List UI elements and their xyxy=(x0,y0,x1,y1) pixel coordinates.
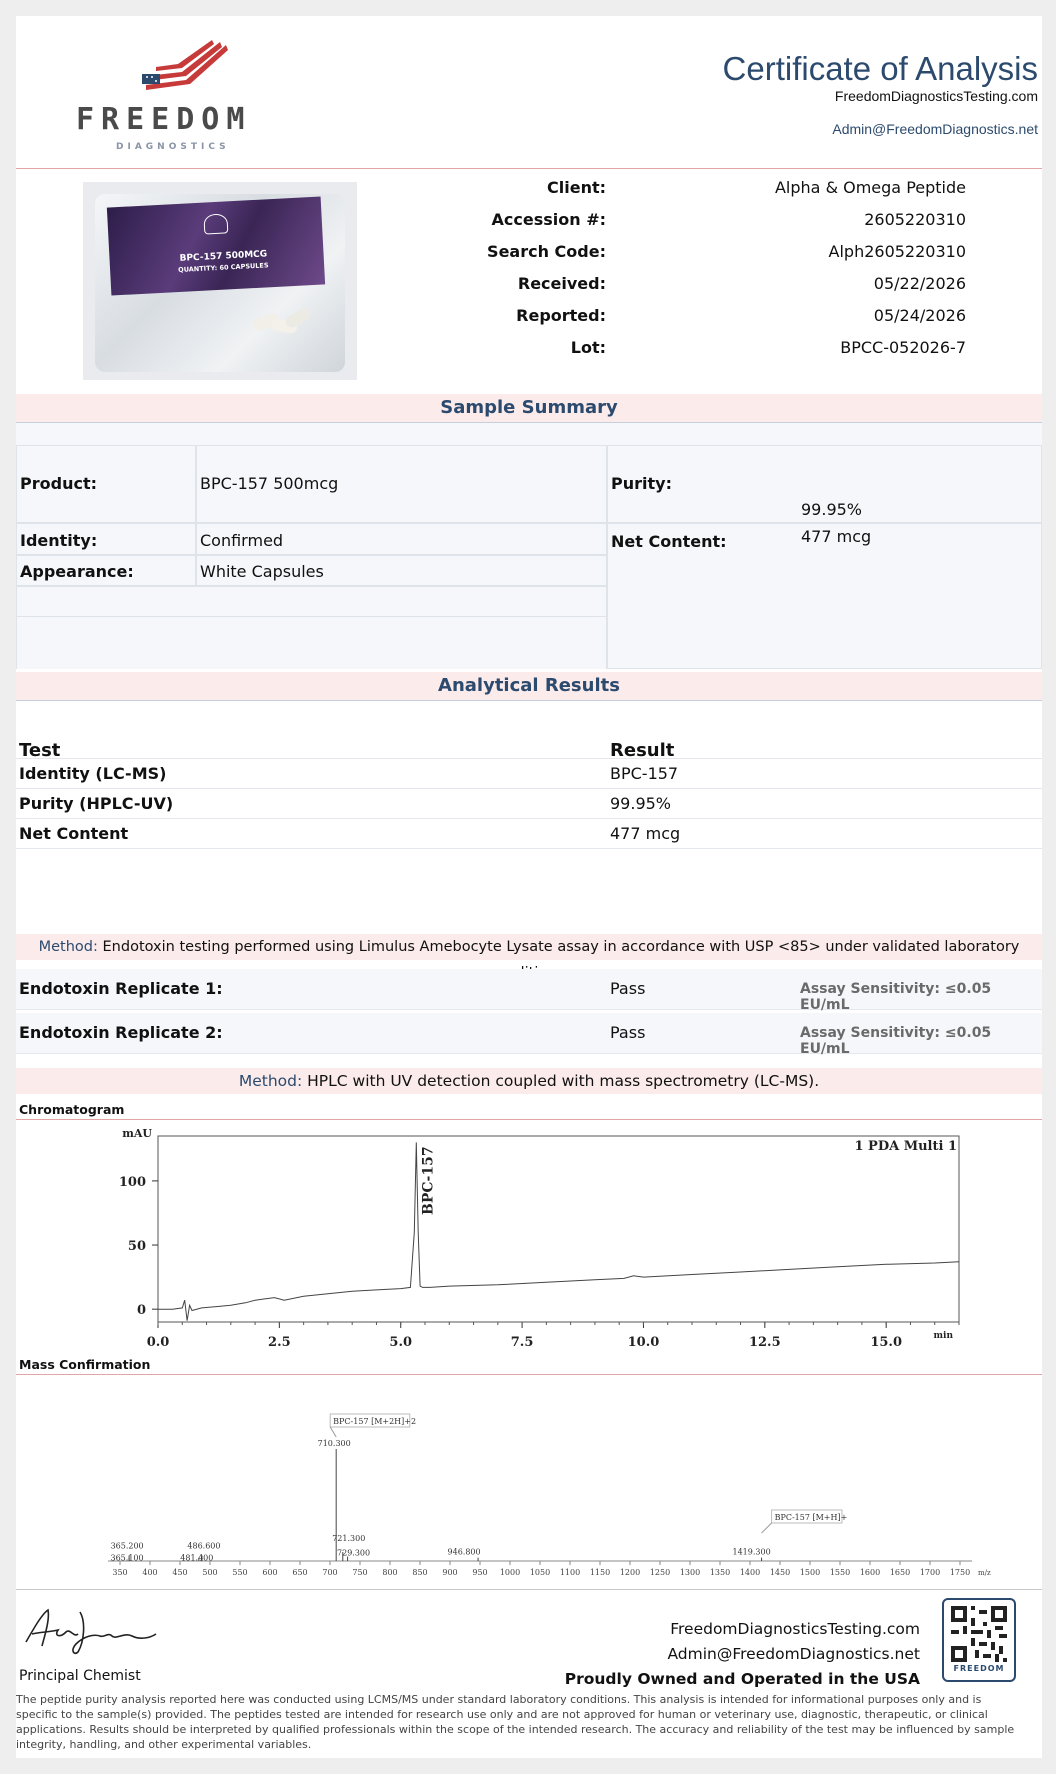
info-value: Alph2605220310 xyxy=(828,242,966,261)
peak-label: BPC-157 xyxy=(420,1146,437,1215)
results-table xyxy=(16,728,1042,858)
mass-x-tick-label: 1200 xyxy=(619,1568,641,1577)
mass-x-tick-label: 950 xyxy=(472,1568,488,1577)
endotoxin-name: Endotoxin Replicate 1: xyxy=(19,979,223,998)
principal-chemist-role: Principal Chemist xyxy=(19,1668,141,1684)
product-label xyxy=(107,196,325,295)
annotation-leader xyxy=(330,1427,336,1437)
endotoxin-row xyxy=(16,969,1042,1013)
hplc-method-band xyxy=(16,1068,1042,1094)
empty-row-bottom xyxy=(16,617,607,669)
hplc-method-label: Method: xyxy=(238,1072,303,1090)
plot-frame xyxy=(158,1136,959,1322)
mass-peak-label: 365.200 xyxy=(110,1541,144,1551)
result-value: 477 mcg xyxy=(610,824,681,843)
mass-divider xyxy=(16,1374,1042,1375)
mass-x-tick-label: 1000 xyxy=(499,1568,521,1577)
info-label: Reported: xyxy=(516,306,606,325)
info-value: BPCC-052026-7 xyxy=(840,338,966,357)
mass-x-tick-label: 1450 xyxy=(769,1568,791,1577)
mass-x-tick-label: 1600 xyxy=(859,1568,881,1577)
summary-spacer xyxy=(16,423,1042,445)
y-tick-label: 0 xyxy=(136,1303,146,1319)
result-value: 99.95% xyxy=(610,794,672,813)
mass-spectrum-chart xyxy=(86,1411,991,1586)
product-photo xyxy=(83,182,357,380)
mass-x-tick-label: 700 xyxy=(322,1568,338,1577)
header-website: FreedomDiagnosticsTesting.com xyxy=(834,88,1038,104)
purity-field-value: 99.95% xyxy=(801,500,863,519)
x-tick-label: 0.0 xyxy=(146,1335,170,1350)
y-tick-label: 100 xyxy=(118,1174,146,1190)
product-field-label: Product: xyxy=(20,474,97,493)
product-field-value: BPC-157 500mcg xyxy=(200,474,339,493)
signature xyxy=(20,1598,160,1658)
footer-email: Admin@FreedomDiagnostics.net xyxy=(667,1645,920,1663)
freedom-logo xyxy=(56,30,256,160)
mass-x-tick-label: 550 xyxy=(232,1568,248,1577)
result-row xyxy=(16,758,1042,789)
result-value: BPC-157 xyxy=(610,764,679,783)
mass-x-tick-label: 800 xyxy=(382,1568,398,1577)
info-value: 05/22/2026 xyxy=(873,274,966,293)
footer-tagline: Proudly Owned and Operated in the USA xyxy=(564,1670,920,1688)
info-label: Lot: xyxy=(570,338,606,357)
mass-x-tick-label: 650 xyxy=(292,1568,308,1577)
info-value: Alpha & Omega Peptide xyxy=(774,178,966,197)
mass-peak-label: 710.300 xyxy=(317,1439,351,1448)
mass-peak-label: 729.300 xyxy=(337,1548,371,1558)
sample-summary-heading: Sample Summary xyxy=(16,394,1042,422)
y-axis-unit: mAU xyxy=(122,1127,152,1140)
endotoxin-result: Pass xyxy=(610,979,646,998)
mass-x-tick-label: 400 xyxy=(142,1568,158,1577)
x-axis-unit: min xyxy=(933,1331,953,1341)
identity-field-value: Confirmed xyxy=(200,531,284,550)
logo-subtitle: DIAGNOSTICS xyxy=(116,142,230,152)
legend-label: 1 PDA Multi 1 xyxy=(854,1139,957,1154)
footer-divider xyxy=(16,1589,1042,1590)
analytical-results-heading: Analytical Results xyxy=(16,672,1042,700)
product-label-quantity: QUANTITY: 60 CAPSULES xyxy=(177,261,269,275)
band-underline-2 xyxy=(16,700,1042,701)
mass-peak-label: 1419.300 xyxy=(732,1547,771,1557)
chromatogram-trace xyxy=(158,1142,959,1320)
header-email: Admin@FreedomDiagnostics.net xyxy=(832,121,1038,137)
endotoxin-result: Pass xyxy=(610,1023,646,1042)
appearance-field-value: White Capsules xyxy=(200,562,324,581)
result-row xyxy=(16,788,1042,819)
appearance-field-label: Appearance: xyxy=(20,562,134,581)
qr-code-icon xyxy=(951,1606,1007,1662)
product-value-cell xyxy=(196,445,607,523)
mass-x-tick-label: 1250 xyxy=(649,1568,671,1577)
endotoxin-sensitivity: Assay Sensitivity: ≤0.05 EU/mL xyxy=(800,981,992,1013)
info-label: Accession #: xyxy=(491,210,606,229)
mass-x-tick-label: 1550 xyxy=(829,1568,851,1577)
hplc-method-text: HPLC with UV detection coupled with mass spectrometry (LC-MS). xyxy=(307,1072,820,1090)
capsules xyxy=(253,312,313,338)
mass-confirmation-heading: Mass Confirmation xyxy=(19,1357,151,1372)
chromatogram-divider xyxy=(16,1119,1042,1120)
identity-value-cell xyxy=(196,523,607,555)
y-tick-label: 50 xyxy=(127,1239,146,1255)
identity-field-label: Identity: xyxy=(20,531,98,550)
info-value: 2605220310 xyxy=(864,210,966,229)
endotoxin-method-text: Endotoxin testing performed using Limulus Amebocyte Lysate assay in accordance with USP <85> under validated laboratory xyxy=(102,939,1020,955)
footer-website: FreedomDiagnosticsTesting.com xyxy=(670,1620,920,1638)
col-test-header: Test xyxy=(19,740,61,761)
mass-x-unit: m/z xyxy=(978,1569,991,1577)
mass-peak-label: 486.600 xyxy=(187,1541,221,1551)
mass-x-tick-label: 1400 xyxy=(739,1568,761,1577)
x-tick-label: 12.5 xyxy=(748,1335,781,1350)
result-row xyxy=(16,818,1042,849)
chromatogram-heading: Chromatogram xyxy=(19,1102,125,1117)
x-tick-label: 5.0 xyxy=(389,1335,413,1350)
x-tick-label: 2.5 xyxy=(268,1335,291,1350)
info-label: Search Code: xyxy=(487,242,606,261)
mass-x-tick-label: 1500 xyxy=(799,1568,821,1577)
info-label: Client: xyxy=(547,178,606,197)
appearance-value-cell xyxy=(196,555,607,586)
mass-x-tick-label: 450 xyxy=(172,1568,188,1577)
flag-wing-icon xyxy=(116,40,236,100)
purity-cell xyxy=(607,445,1042,523)
net-content-cell xyxy=(607,523,1042,669)
qr-label: FREEDOM xyxy=(953,1664,1005,1673)
info-value: 05/24/2026 xyxy=(873,306,966,325)
endotoxin-method-label: Method: xyxy=(38,939,98,955)
result-test: Identity (LC-MS) xyxy=(19,764,167,783)
mass-x-tick-label: 1050 xyxy=(529,1568,551,1577)
annotation-label: BPC-157 [M+2H]+2 xyxy=(333,1417,417,1426)
mass-x-tick-label: 1150 xyxy=(589,1568,611,1577)
mass-x-tick-label: 500 xyxy=(202,1568,218,1577)
mass-x-tick-label: 1350 xyxy=(709,1568,731,1577)
mass-x-tick-label: 350 xyxy=(112,1568,128,1577)
results-header-row xyxy=(16,728,1042,759)
mass-x-tick-label: 1100 xyxy=(559,1568,581,1577)
annotation-leader xyxy=(762,1523,772,1533)
client-info xyxy=(416,178,976,368)
mass-x-tick-label: 850 xyxy=(412,1568,428,1577)
qr-badge xyxy=(942,1598,1016,1682)
net-content-field-value: 477 mcg xyxy=(801,527,872,546)
x-tick-label: 7.5 xyxy=(510,1335,534,1350)
mass-x-tick-label: 1750 xyxy=(949,1568,971,1577)
x-tick-label: 10.0 xyxy=(627,1335,660,1350)
x-tick-label: 15.0 xyxy=(870,1335,903,1350)
mass-peak-label: 721.300 xyxy=(332,1534,366,1544)
purity-field-label: Purity: xyxy=(611,474,672,493)
certificate-page xyxy=(16,16,1042,1758)
chromatogram-chart xyxy=(86,1122,976,1352)
mass-x-tick-label: 1700 xyxy=(919,1568,941,1577)
endotoxin-method-band xyxy=(16,934,1042,960)
empty-row xyxy=(16,586,607,617)
page-title: Certificate of Analysis xyxy=(722,50,1038,87)
mass-x-tick-label: 750 xyxy=(352,1568,368,1577)
col-result-header: Result xyxy=(610,740,675,761)
disclaimer-text: The peptide purity analysis reported here was conducted using LCMS/MS under standard laboratory conditions. This analysis is intended for informational purposes only and is specific to the sample(s) provided. The peptides tested are intended for research use only and are not approved for human or veterinary use, diagnostic, therapeutic, or clinical applications. Results should be interpreted by qualified professionals within the scope of the intended research. The accuracy and reliability of the test may be influenced by sample integrity, handling, and other experimental variables. xyxy=(16,1693,1015,1751)
mass-peak-label: 946.800 xyxy=(447,1547,481,1557)
mass-x-tick-label: 600 xyxy=(262,1568,278,1577)
info-label: Received: xyxy=(517,274,606,293)
mass-x-tick-label: 900 xyxy=(442,1568,458,1577)
appearance-label-cell xyxy=(16,555,196,586)
mass-peak-label: 365.100 xyxy=(110,1553,144,1563)
endotoxin-sensitivity: Assay Sensitivity: ≤0.05 EU/mL xyxy=(800,1025,992,1057)
endotoxin-row xyxy=(16,1013,1042,1057)
product-label-name: BPC-157 500MCG xyxy=(179,249,268,264)
identity-label-cell xyxy=(16,523,196,555)
result-test: Net Content xyxy=(19,824,129,843)
annotation-label: BPC-157 [M+H]+ xyxy=(774,1513,848,1522)
net-content-field-label: Net Content: xyxy=(611,532,727,551)
logo-wordmark: FREEDOM xyxy=(76,102,252,137)
product-label-cell xyxy=(16,445,196,523)
mass-x-tick-label: 1650 xyxy=(889,1568,911,1577)
mass-x-tick-label: 1300 xyxy=(679,1568,701,1577)
endotoxin-name: Endotoxin Replicate 2: xyxy=(19,1023,223,1042)
header-divider xyxy=(16,168,1042,169)
result-test: Purity (HPLC-UV) xyxy=(19,794,174,813)
mass-peak-label: 481.400 xyxy=(180,1553,214,1563)
